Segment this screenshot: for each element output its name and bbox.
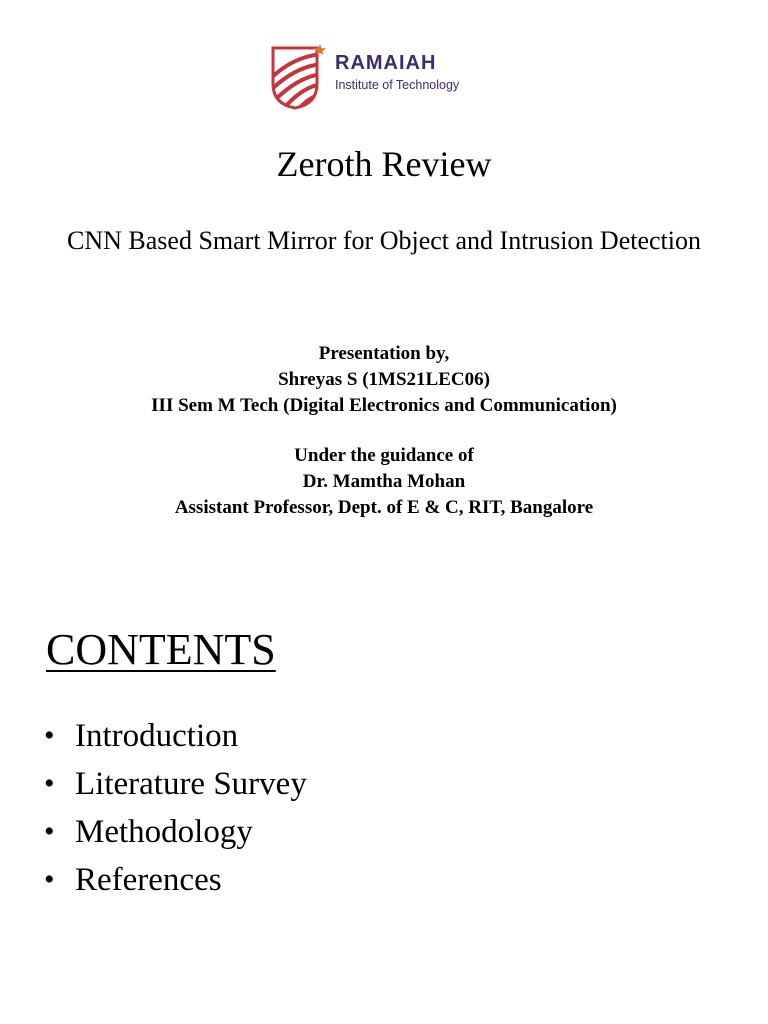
contents-item-label: Literature Survey bbox=[75, 766, 307, 802]
guide-intro: Under the guidance of bbox=[294, 445, 474, 466]
slide-title: Zeroth Review bbox=[276, 144, 492, 184]
contents-heading: CONTENTS bbox=[46, 625, 276, 674]
presenter-name: Shreyas S (1MS21LEC06) bbox=[278, 369, 490, 390]
list-item bbox=[44, 808, 307, 856]
guide-designation: Assistant Professor, Dept. of E & C, RIT, Bangalore bbox=[174, 497, 594, 518]
presenter-intro: Presentation by, bbox=[318, 343, 450, 364]
bullet-icon: • bbox=[44, 815, 55, 848]
bullet-icon: • bbox=[44, 863, 55, 896]
institute-logo bbox=[271, 44, 501, 110]
logo-name: RAMAIAH bbox=[335, 52, 437, 74]
contents-item-label: Methodology bbox=[75, 814, 253, 850]
bullet-icon: • bbox=[44, 767, 55, 800]
list-item bbox=[44, 760, 307, 808]
contents-item-label: Introduction bbox=[75, 718, 239, 754]
list-item bbox=[44, 856, 307, 904]
project-title: CNN Based Smart Mirror for Object and Intrusion Detection bbox=[67, 226, 701, 255]
guide-name: Dr. Mamtha Mohan bbox=[302, 471, 466, 492]
ramaiah-emblem-icon bbox=[271, 44, 327, 110]
bullet-icon: • bbox=[44, 719, 55, 752]
contents-item-label: References bbox=[75, 862, 222, 898]
presenter-program: III Sem M Tech (Digital Electronics and Communication) bbox=[151, 395, 617, 416]
logo-subtitle: Institute of Technology bbox=[335, 78, 460, 92]
credits-block bbox=[0, 341, 768, 521]
list-item bbox=[44, 712, 307, 760]
credits-spacer bbox=[0, 419, 768, 443]
contents-list bbox=[44, 712, 307, 904]
